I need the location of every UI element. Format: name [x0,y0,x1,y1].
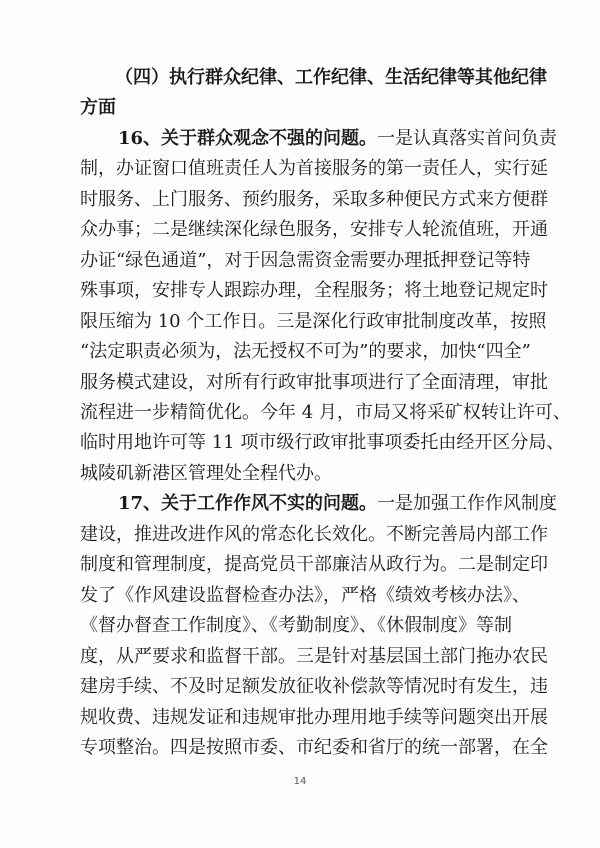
section-heading-line-2: 方面 [80,97,116,118]
paragraph-16-line: 制，办证窗口值班责任人为首接服务的第一责任人，实行延 [80,158,548,179]
paragraph-17-line: 度，从严要求和监督干部。三是针对基层国土部门拖办农民 [80,646,548,667]
paragraph-16-line: 城陵矶新港区管理处全程代办。 [80,463,332,484]
paragraph-16-line: 服务模式建设，对所有行政审批事项进行了全面清理，审批 [80,372,548,393]
paragraph-17-line: 建房手续、不及时足额发放征收补偿款等情况时有发生，违 [80,676,548,697]
paragraph-16-line: 办证“绿色通道”，对于因急需资金需要办理抵押登记等特 [80,250,531,271]
section-heading-line-1: （四）执行群众纪律、工作纪律、生活纪律等其他纪律 [115,67,547,88]
paragraph-17-line: 专项整治。四是按照市委、市纪委和省厅的统一部署，在全 [80,737,548,758]
paragraph-16-line: 流程进一步精简优化。今年 4 月，市局又将采矿权转让许可、 [80,402,571,423]
paragraph-16-line: 限压缩为 10 个工作日。三是深化行政审批制度改革，按照 [80,311,547,332]
page-number: 14 [293,776,307,787]
paragraph-16-line-1-text: 一是认真落实首问负责 [377,128,558,149]
paragraph-17-line: 发了《作风建设监督检查办法》，严格《绩效考核办法》、 [80,585,530,606]
paragraph-16-line: “法定职责必须为，法无授权不可为”的要求，加快“四全” [80,341,531,362]
paragraph-17-line-1-text: 一是加强工作作风制度 [377,493,558,514]
paragraph-17-line: 制度和管理制度，提高党员干部廉洁从政行为。二是制定印 [80,554,548,575]
paragraph-16-line: 殊事项，安排专人跟踪办理，全程服务；将土地登记规定时 [80,280,548,301]
paragraph-16-line: 临时用地许可等 11 项市级行政审批事项委托由经开区分局、 [80,432,565,453]
paragraph-16-line: 时服务、上门服务、预约服务，采取多种便民方式来方便群 [80,189,548,210]
paragraph-17-line: 规收费、违规发证和违规审批办理用地手续等问题突出开展 [80,707,548,728]
paragraph-16-lead: 16、关于群众观念不强的问题。 [118,128,378,149]
paragraph-17-line: 《督办督查工作制度》、《考勤制度》、《休假制度》等制 [80,615,512,636]
paragraph-17-line: 建设，推进改进作风的常态化长效化。不断完善局内部工作 [80,524,548,545]
paragraph-16-line: 众办事；二是继续深化绿色服务，安排专人轮流值班，开通 [80,219,548,240]
paragraph-16-first-line [118,127,557,151]
paragraph-17-lead: 17、关于工作作风不实的问题。 [118,493,378,514]
paragraph-17-first-line [118,492,557,516]
